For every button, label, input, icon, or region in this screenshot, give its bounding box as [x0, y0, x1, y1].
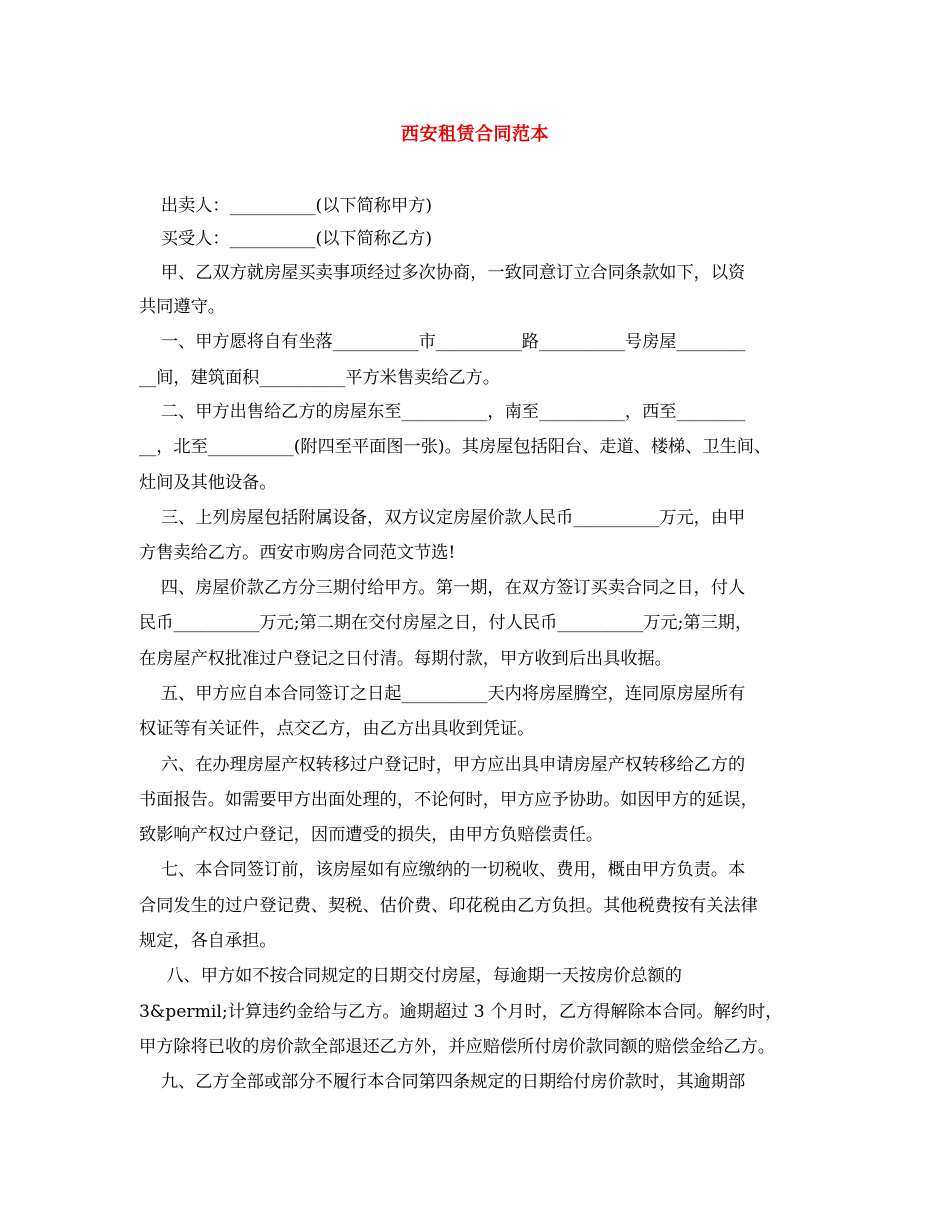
contract-line: 合同发生的过户登记费、契税、估价费、印花税由乙方负担。其他税费按有关法律 — [139, 896, 758, 916]
contract-line: 七、本合同签订前，该房屋如有应缴纳的一切税收、费用，概由甲方负责。本 — [139, 860, 746, 880]
contract-line: 八、甲方如不按合同规定的日期交付房屋，每逾期一天按房价总额的 — [139, 966, 682, 986]
contract-line: 五、甲方应自本合同签订之日起__________天内将房屋腾空，连同原房屋所有 — [139, 684, 746, 704]
contract-line: 四、房屋价款乙方分三期付给甲方。第一期，在双方签订买卖合同之日，付人 — [139, 578, 746, 598]
contract-line: 权证等有关证件，点交乙方，由乙方出具收到凭证。 — [139, 719, 535, 739]
contract-line: 3&permil;计算违约金给与乙方。逾期超过 3 个月时，乙方得解除本合同。解约时， — [139, 1002, 783, 1022]
contract-line: 甲、乙双方就房屋买卖事项经过多次协商，一致同意订立合同条款如下，以资 — [139, 263, 746, 283]
contract-line: 方售卖给乙方。西安市购房合同范文节选! — [139, 543, 456, 563]
contract-line: 书面报告。如需要甲方出面处理的，不论何时，甲方应予协助。如因甲方的延误， — [139, 790, 758, 810]
contract-line: 出卖人：__________(以下简称甲方) — [139, 196, 433, 216]
document-title: 西安租赁合同范本 — [401, 124, 549, 145]
contract-line: 致影响产权过户登记，因而遭受的损失，由甲方负赔偿责任。 — [139, 825, 604, 845]
contract-line: 九、乙方全部或部分不履行本合同第四条规定的日期给付房价款时，其逾期部 — [139, 1072, 746, 1092]
contract-line: 民币__________万元;第二期在交付房屋之日，付人民币__________万元;第三期， — [139, 613, 753, 633]
contract-line: __，北至__________(附四至平面图一张)。其房屋包括阳台、走道、楼梯、卫生间、 — [139, 437, 772, 457]
contract-line: 灶间及其他设备。 — [139, 473, 277, 493]
contract-line: 二、甲方出售给乙方的房屋东至__________，南至__________，西至________ — [139, 402, 746, 422]
contract-line: 三、上列房屋包括附属设备，双方议定房屋价款人民币__________万元，由甲 — [139, 508, 746, 528]
contract-line: 买受人：__________(以下简称乙方) — [139, 229, 433, 249]
contract-line: 一、甲方愿将自有坐落__________市__________路__________号房屋________ — [139, 332, 746, 352]
contract-line: 在房屋产权批准过户登记之日付清。每期付款，甲方收到后出具收据。 — [139, 649, 672, 669]
contract-line: 六、在办理房屋产权转移过户登记时，甲方应出具申请房屋产权转移给乙方的 — [139, 755, 746, 775]
contract-line: __间，建筑面积__________平方米售卖给乙方。 — [139, 368, 500, 388]
contract-line: 共同遵守。 — [139, 297, 225, 317]
contract-line: 规定，各自承担。 — [139, 931, 277, 951]
contract-line: 甲方除将已收的房价款全部退还乙方外，并应赔偿所付房价款同额的赔偿金给乙方。 — [139, 1037, 775, 1057]
